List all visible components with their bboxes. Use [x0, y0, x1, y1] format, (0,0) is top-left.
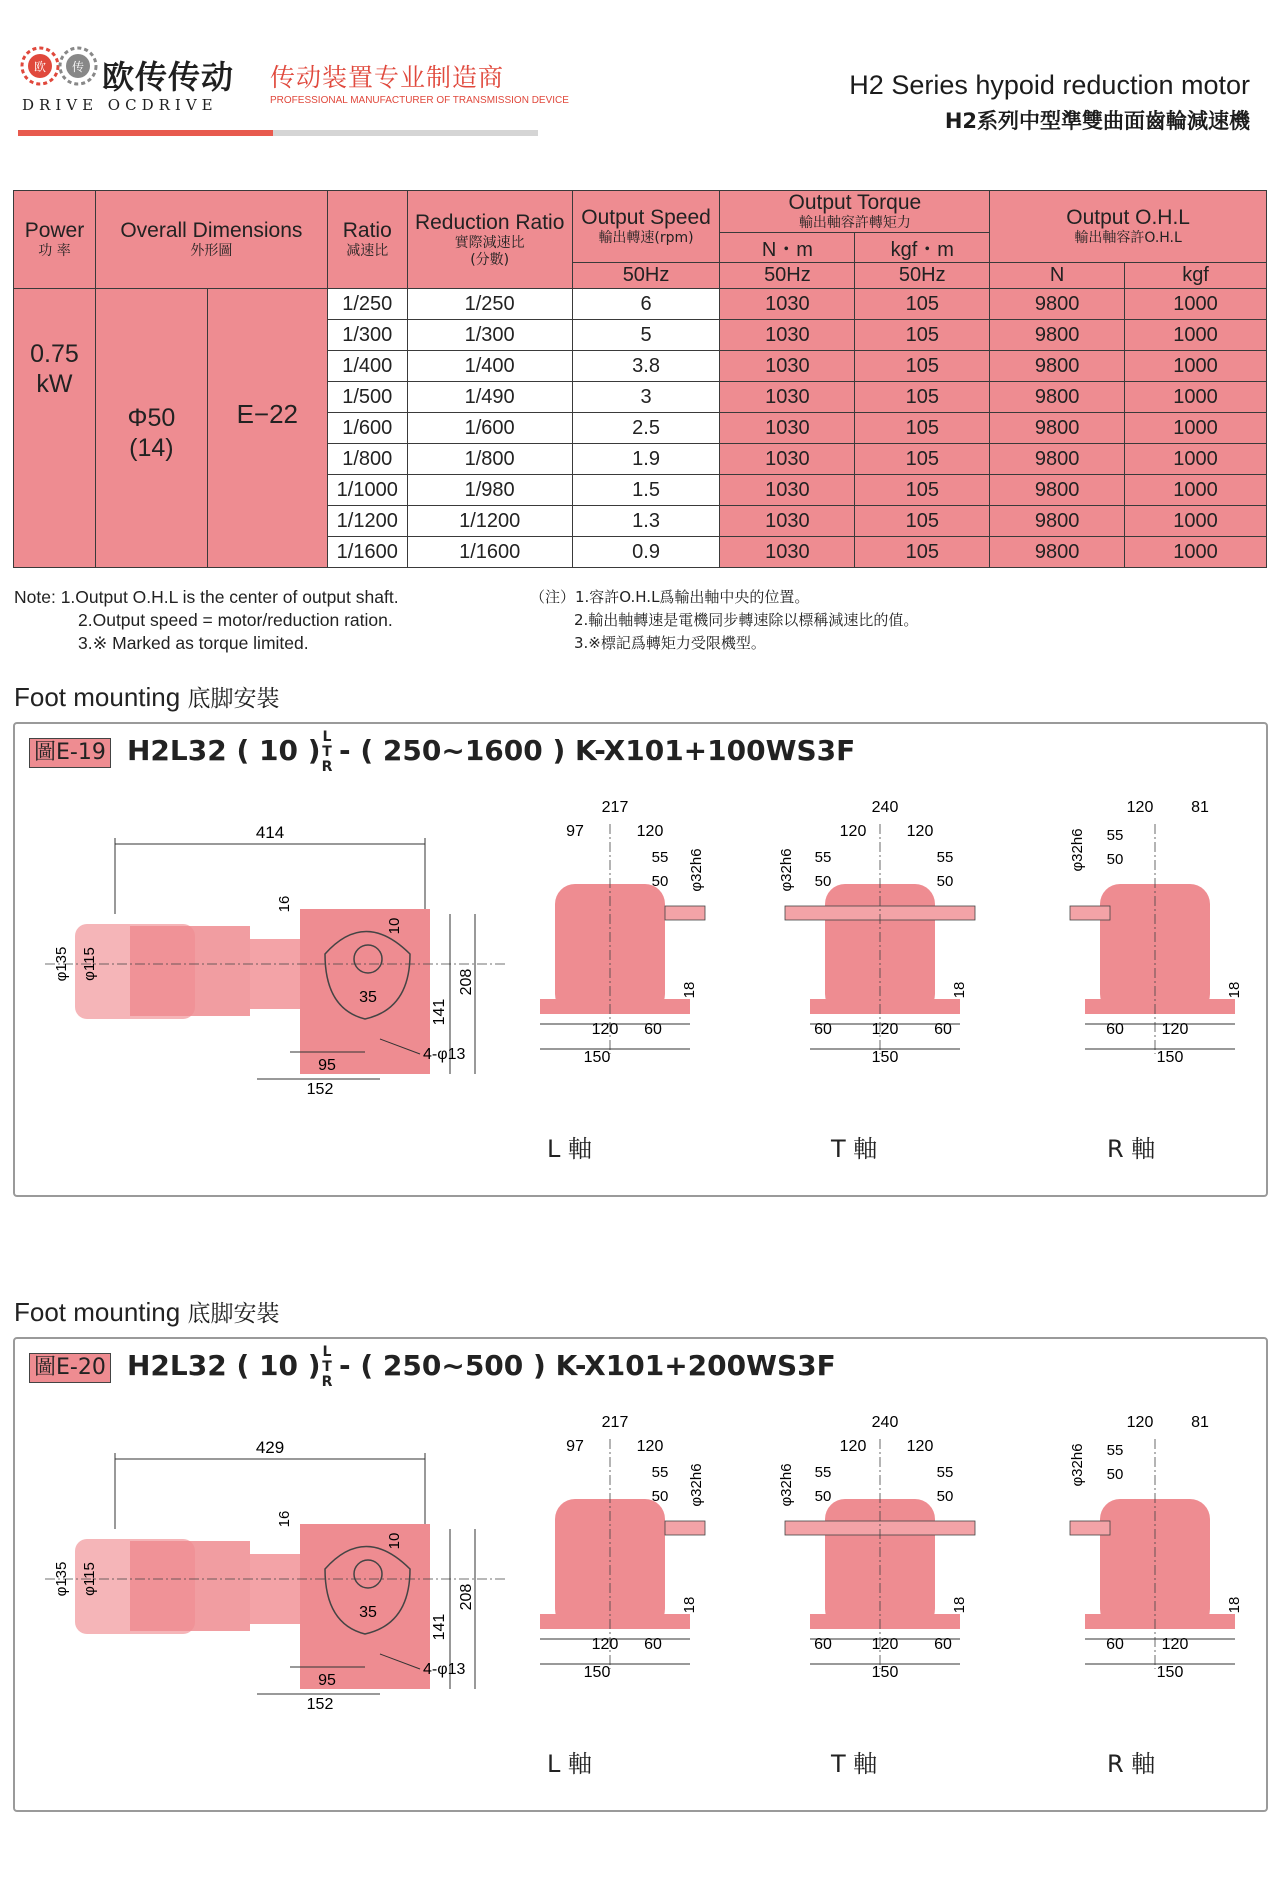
torque-nm-cell: 1030	[720, 506, 855, 537]
mount-option-list	[321, 1345, 333, 1390]
torque-nm-cell: 1030	[720, 320, 855, 351]
dim-foot-total: 150	[583, 1664, 611, 1681]
reduction-ratio-cell: 1/980	[407, 475, 572, 506]
dim-foot-side: 60	[644, 1636, 662, 1653]
dim-shaft-len: 55	[1106, 1442, 1124, 1459]
dim-width: 240	[871, 1414, 899, 1431]
ohl-kgf-cell: 1000	[1125, 351, 1267, 382]
model-code-suffix: - ( 250~1600 ) K-X101+100WS3F	[339, 734, 856, 767]
output-shaft	[665, 1521, 705, 1535]
ratio-cell: 1/500	[327, 382, 407, 413]
output-speed-cell: 1.3	[572, 506, 720, 537]
section-title	[14, 680, 279, 713]
torque-kgf-cell: 105	[855, 320, 990, 351]
dim-overall: 414	[255, 823, 285, 842]
dim-foot-span: 120	[591, 1636, 619, 1653]
ohl-kgf-cell: 1000	[1125, 444, 1267, 475]
dim-foot-span: 120	[871, 1021, 899, 1038]
torque-kgf-cell: 105	[855, 382, 990, 413]
dim-foot-total: 150	[1156, 1664, 1184, 1681]
side-view-drawing	[35, 1419, 505, 1709]
dim-foot-span: 120	[871, 1636, 899, 1653]
reduction-ratio-cell: 1/400	[407, 351, 572, 382]
dim-35: 35	[359, 989, 377, 1006]
ohl-n-cell: 9800	[990, 537, 1125, 568]
dim-key-len: 50	[651, 1488, 669, 1505]
output-speed-cell: 6	[572, 289, 720, 320]
dim-d115: φ115	[81, 1562, 98, 1596]
drawing-panel	[13, 1337, 1268, 1812]
dim-152: 152	[306, 1081, 334, 1094]
model-code-suffix: - ( 250~500 ) K-X101+200WS3F	[339, 1349, 836, 1382]
output-speed-cell: 1.9	[572, 444, 720, 475]
product-title-cn: H2系列中型準雙曲面齒輪減速機	[944, 109, 1250, 133]
mount-option-list	[321, 730, 333, 775]
dim-95: 95	[318, 1057, 336, 1074]
front-view-T	[778, 1409, 985, 1689]
dim-shaft-len: 55	[1106, 827, 1124, 844]
ohl-n-cell: 9800	[990, 475, 1125, 506]
dim-key-len: 50	[651, 873, 669, 890]
dim-foot-total: 150	[871, 1664, 899, 1681]
ohl-n-cell: 9800	[990, 444, 1125, 475]
foot-base	[540, 1614, 690, 1629]
note-cn-2: 2.輸出軸轉速是電機同步轉速除以標稱減速比的值。	[574, 611, 919, 629]
dim-width: 217	[601, 1414, 629, 1431]
output-speed-cell: 3.8	[572, 351, 720, 382]
dim-10: 10	[386, 917, 403, 935]
ohl-n-cell: 9800	[990, 506, 1125, 537]
ohl-kgf-cell: 1000	[1125, 506, 1267, 537]
output-shaft	[665, 906, 705, 920]
dim-foot-left: 60	[814, 1021, 832, 1038]
ratio-cell: 1/300	[327, 320, 407, 351]
power-cell: 0.75 kW	[14, 289, 96, 568]
dim-overall: 429	[255, 1438, 285, 1457]
ratio-cell: 1/400	[327, 351, 407, 382]
dim-foot-span: 120	[1161, 1636, 1189, 1653]
shaft-label-t: T 軸	[831, 1750, 878, 1778]
dim-141: 141	[431, 1613, 448, 1641]
torque-nm-cell: 1030	[720, 413, 855, 444]
dim-left: 97	[566, 823, 584, 840]
dim-shaft-len-left: 55	[814, 849, 832, 866]
dim-35: 35	[359, 1604, 377, 1621]
dim-left: 120	[839, 823, 867, 840]
dim-left: 97	[566, 1438, 584, 1455]
output-shaft	[1070, 906, 1110, 920]
side-view-drawing	[35, 804, 505, 1094]
reduction-ratio-cell: 1/600	[407, 413, 572, 444]
ratio-cell: 1/250	[327, 289, 407, 320]
output-speed-cell: 0.9	[572, 537, 720, 568]
output-speed-cell: 5	[572, 320, 720, 351]
dim-foot-left: 60	[814, 1636, 832, 1653]
dim-right: 120	[906, 823, 934, 840]
header-reduction-ratio: Reduction Ratio 實際減速比 (分數)	[407, 191, 572, 289]
product-title-en: H2 Series hypoid reduction motor	[849, 70, 1250, 100]
dim-d135: φ135	[53, 1561, 70, 1597]
dim-width: 217	[601, 799, 629, 816]
dim-left: 120	[1126, 1414, 1154, 1431]
dim-16: 16	[276, 895, 293, 913]
adapter-flange	[250, 1554, 300, 1624]
header-ratio: Ratio 减速比	[327, 191, 407, 289]
ratio-cell: 1/800	[327, 444, 407, 475]
section-title-cn: 底脚安裝	[187, 1301, 280, 1327]
gear-logo-icon	[18, 44, 106, 100]
note-cn-1: （注）1.容許O.H.L爲輸出軸中央的位置。	[530, 588, 810, 606]
header-torque-unit-nm: N・m	[720, 233, 855, 263]
header-ohl-unit-n: N	[990, 263, 1125, 289]
ohl-kgf-cell: 1000	[1125, 382, 1267, 413]
logo-badge-right: 传	[71, 60, 85, 74]
dim-key-len-left: 50	[814, 873, 832, 890]
shaft-label-l: L 軸	[547, 1135, 592, 1163]
company-slogan-en: PROFESSIONAL MANUFACTURER OF TRANSMISSION DEVICE	[270, 95, 569, 106]
dim-shaft-len: 55	[651, 1464, 669, 1481]
foot-base	[810, 999, 960, 1014]
foot-base	[540, 999, 690, 1014]
dim-shaft-dia: φ32h6	[688, 1463, 705, 1507]
shaft-label-t: T 軸	[831, 1135, 878, 1163]
foot-base	[1085, 999, 1235, 1014]
torque-kgf-cell: 105	[855, 444, 990, 475]
dim-d135: φ135	[53, 946, 70, 982]
ohl-kgf-cell: 1000	[1125, 289, 1267, 320]
logo-chinese-name: 欧传传动	[102, 58, 235, 96]
ohl-n-cell: 9800	[990, 320, 1125, 351]
ratio-cell: 1/1600	[327, 537, 407, 568]
dim-10: 10	[386, 1532, 403, 1550]
motor-housing	[130, 1541, 250, 1631]
dim-shaft-dia: φ32h6	[778, 1463, 795, 1507]
output-speed-cell: 2.5	[572, 413, 720, 444]
header-output-ohl: Output O.H.L 輸出軸容許O.H.L	[990, 191, 1267, 263]
shaft-label-l: L 軸	[547, 1750, 592, 1778]
dim-95: 95	[318, 1672, 336, 1689]
torque-kgf-cell: 105	[855, 351, 990, 382]
dim-shaft-len-right: 55	[936, 849, 954, 866]
dim-foot-left: 60	[1106, 1021, 1124, 1038]
dim-16: 16	[276, 1510, 293, 1528]
motor-housing	[130, 926, 250, 1016]
dim-foot-total: 150	[583, 1049, 611, 1066]
torque-kgf-cell: 105	[855, 289, 990, 320]
dim-foot-h: 18	[681, 1596, 698, 1614]
dim-foot-total: 150	[871, 1049, 899, 1066]
reduction-ratio-cell: 1/490	[407, 382, 572, 413]
dim-shaft-dia: φ32h6	[1069, 828, 1086, 872]
figure-tag: 圖E-19	[29, 738, 111, 768]
front-view-L	[525, 1409, 715, 1689]
output-speed-cell: 3	[572, 382, 720, 413]
dim-foot-h: 18	[1226, 1596, 1243, 1614]
dim-key-len-left: 50	[814, 1488, 832, 1505]
dim-shaft-len-right: 55	[936, 1464, 954, 1481]
adapter-flange	[250, 939, 300, 1009]
model-code-prefix: H2L32 ( 10 )	[127, 734, 321, 767]
dim-shaft-len: 55	[651, 849, 669, 866]
dim-right: 81	[1191, 799, 1209, 816]
dim-left: 120	[1126, 799, 1154, 816]
dim-152: 152	[306, 1696, 334, 1709]
ratio-cell: 1/1000	[327, 475, 407, 506]
dim-right: 120	[906, 1438, 934, 1455]
torque-nm-cell: 1030	[720, 382, 855, 413]
reduction-ratio-cell: 1/250	[407, 289, 572, 320]
spec-table	[13, 190, 1267, 568]
ohl-n-cell: 9800	[990, 413, 1125, 444]
mount-option-t: T	[322, 744, 332, 760]
ohl-n-cell: 9800	[990, 351, 1125, 382]
mount-option-r: R	[321, 759, 333, 775]
torque-kgf-cell: 105	[855, 413, 990, 444]
torque-nm-cell: 1030	[720, 351, 855, 382]
shaft-label-r: R 軸	[1107, 1135, 1156, 1163]
ohl-kgf-cell: 1000	[1125, 537, 1267, 568]
reduction-ratio-cell: 1/1200	[407, 506, 572, 537]
note-3: 3.※ Marked as torque limited.	[78, 633, 309, 653]
header-torque-freq-2: 50Hz	[855, 263, 990, 289]
table-row	[14, 289, 1267, 320]
ohl-kgf-cell: 1000	[1125, 413, 1267, 444]
figure-tag: 圖E-20	[29, 1353, 111, 1383]
dim-key-len-right: 50	[936, 873, 954, 890]
dim-foot-total: 150	[1156, 1049, 1184, 1066]
header-torque-freq-1: 50Hz	[720, 263, 855, 289]
dim-key-len: 50	[1106, 1466, 1124, 1483]
output-speed-cell: 1.5	[572, 475, 720, 506]
dim-foot-h: 18	[1226, 981, 1243, 999]
note-2: 2.Output speed = motor/reduction ration.	[78, 610, 393, 630]
torque-nm-cell: 1030	[720, 475, 855, 506]
header-output-torque: Output Torque 輸出軸容許轉矩力	[720, 191, 990, 233]
dim-foot-h: 18	[951, 981, 968, 999]
mount-option-l: L	[322, 729, 332, 745]
dim-foot-right: 60	[934, 1636, 952, 1653]
note-1: Note: 1.Output O.H.L is the center of output shaft.	[14, 587, 399, 607]
drawing-panel	[13, 722, 1268, 1197]
reduction-ratio-cell: 1/300	[407, 320, 572, 351]
header-output-speed: Output Speed 輸出轉速(rpm)	[572, 191, 720, 263]
dim-foot-left: 60	[1106, 1636, 1124, 1653]
dim-208: 208	[458, 1583, 475, 1611]
logo-english-name: DRIVE OCDRIVE	[22, 96, 218, 114]
section-title-cn: 底脚安裝	[187, 686, 280, 712]
dim-foot-side: 60	[644, 1021, 662, 1038]
front-view-T	[778, 794, 985, 1074]
dim-shaft-dia: φ32h6	[778, 848, 795, 892]
torque-nm-cell: 1030	[720, 444, 855, 475]
table-header-row	[14, 191, 1267, 233]
ohl-n-cell: 9800	[990, 289, 1125, 320]
mount-option-r: R	[321, 1374, 333, 1390]
ratio-cell: 1/1200	[327, 506, 407, 537]
dim-left: 120	[839, 1438, 867, 1455]
foot-base	[1085, 1614, 1235, 1629]
torque-kgf-cell: 105	[855, 506, 990, 537]
shaft-diameter-cell: Φ50 (14)	[95, 289, 207, 568]
torque-kgf-cell: 105	[855, 475, 990, 506]
reduction-ratio-cell: 1/1600	[407, 537, 572, 568]
logo-badge-left: 欧	[33, 60, 47, 74]
dim-shaft-dia: φ32h6	[688, 848, 705, 892]
front-view-R	[1070, 794, 1260, 1074]
dim-holes: 4-φ13	[423, 1046, 466, 1063]
dim-right: 120	[636, 1438, 664, 1455]
section-title-en: Foot mounting	[14, 682, 188, 712]
output-shaft	[1070, 1521, 1110, 1535]
dim-foot-span: 120	[1161, 1021, 1189, 1038]
dim-right: 81	[1191, 1414, 1209, 1431]
shaft-label-r: R 軸	[1107, 1750, 1156, 1778]
header-power: Power 功 率	[14, 191, 96, 289]
dim-foot-h: 18	[951, 1596, 968, 1614]
dim-right: 120	[636, 823, 664, 840]
dim-holes: 4-φ13	[423, 1661, 466, 1678]
dim-shaft-dia: φ32h6	[1069, 1443, 1086, 1487]
header-divider-accent	[18, 130, 273, 136]
header-speed-freq: 50Hz	[572, 263, 720, 289]
header-torque-unit-kgf: kgf・m	[855, 233, 990, 263]
torque-kgf-cell: 105	[855, 537, 990, 568]
dim-shaft-len-left: 55	[814, 1464, 832, 1481]
header-ohl-unit-kgf: kgf	[1125, 263, 1267, 289]
dim-key-len: 50	[1106, 851, 1124, 868]
dim-foot-span: 120	[591, 1021, 619, 1038]
foot-base	[810, 1614, 960, 1629]
dim-141: 141	[431, 998, 448, 1026]
torque-nm-cell: 1030	[720, 289, 855, 320]
ohl-n-cell: 9800	[990, 382, 1125, 413]
dim-width: 240	[871, 799, 899, 816]
front-view-R	[1070, 1409, 1260, 1689]
dim-foot-right: 60	[934, 1021, 952, 1038]
header-dimensions: Overall Dimensions 外形圖	[95, 191, 327, 289]
mount-option-t: T	[322, 1359, 332, 1375]
company-logo	[18, 44, 263, 114]
section-title	[14, 1295, 279, 1328]
mount-option-l: L	[322, 1344, 332, 1360]
model-code-prefix: H2L32 ( 10 )	[127, 1349, 321, 1382]
ohl-kgf-cell: 1000	[1125, 320, 1267, 351]
reduction-ratio-cell: 1/800	[407, 444, 572, 475]
dim-d115: φ115	[81, 947, 98, 981]
torque-nm-cell: 1030	[720, 537, 855, 568]
ratio-cell: 1/600	[327, 413, 407, 444]
figure-ref-cell: E−22	[207, 289, 327, 568]
notes-cn	[530, 586, 918, 655]
note-cn-3: 3.※標記爲轉矩力受限機型。	[574, 634, 766, 652]
ohl-kgf-cell: 1000	[1125, 475, 1267, 506]
section-title-en: Foot mounting	[14, 1297, 188, 1327]
dim-foot-h: 18	[681, 981, 698, 999]
front-view-L	[525, 794, 715, 1074]
dim-208: 208	[458, 968, 475, 996]
company-slogan: 传动装置专业制造商	[270, 63, 505, 92]
notes-en	[14, 586, 399, 655]
dim-key-len-right: 50	[936, 1488, 954, 1505]
